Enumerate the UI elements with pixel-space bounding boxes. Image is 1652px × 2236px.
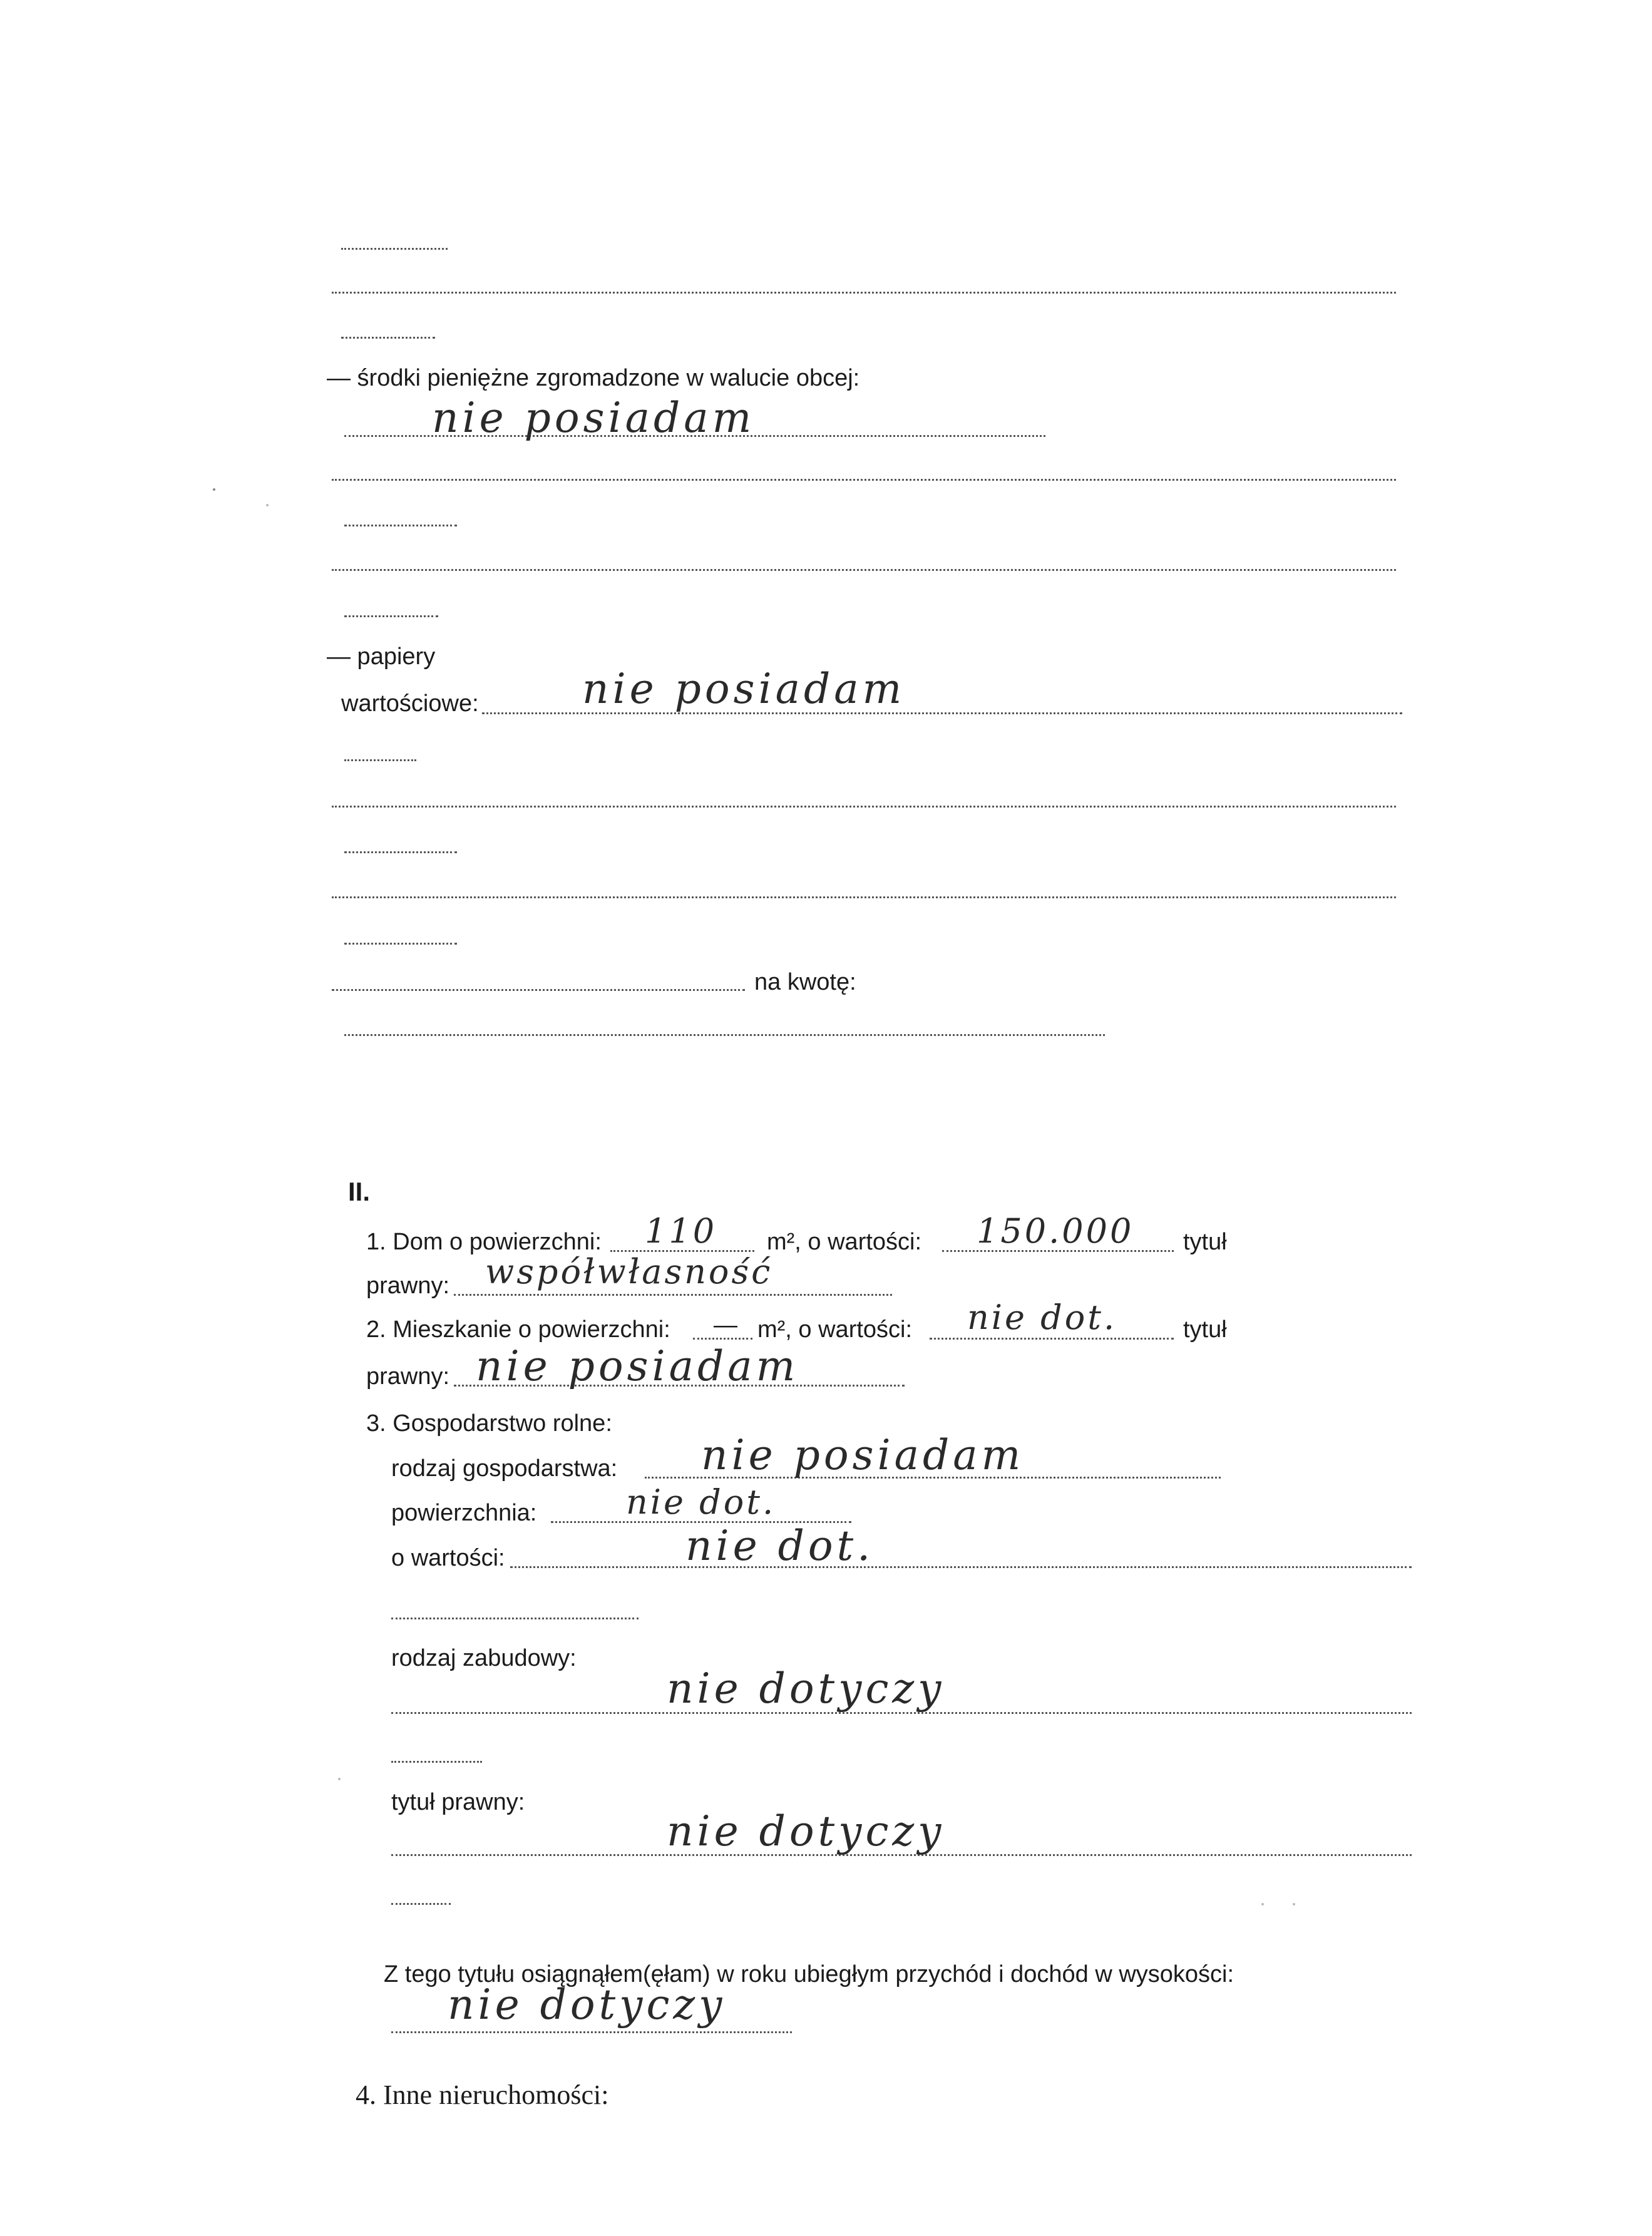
dotted-line xyxy=(344,851,457,853)
farm-type-answer: nie posiadam xyxy=(701,1431,1025,1479)
section-heading: II. xyxy=(348,1177,371,1206)
dotted-line xyxy=(332,806,1396,808)
apartment-value-line xyxy=(930,1338,1174,1340)
house-legal-line xyxy=(454,1294,892,1296)
apartment-label: 2. Mieszkanie o powierzchni: xyxy=(366,1316,670,1343)
scan-speck xyxy=(338,1778,341,1780)
farm-buildings-answer: nie dotyczy xyxy=(667,1664,945,1713)
farm-area-label: powierzchnia: xyxy=(391,1500,537,1526)
dotted-line xyxy=(341,337,435,339)
farm-type-label: rodzaj gospodarstwa: xyxy=(391,1455,618,1482)
apartment-title-word: tytuł xyxy=(1183,1316,1227,1343)
apartment-legal-answer: nie posiadam xyxy=(476,1342,799,1390)
dotted-line xyxy=(344,759,416,761)
dotted-line xyxy=(344,1034,1105,1036)
farm-value-answer: nie dot. xyxy=(685,1522,875,1570)
dotted-line xyxy=(332,479,1396,481)
house-value: 150.000 xyxy=(977,1211,1134,1251)
scan-speck xyxy=(1293,1903,1295,1905)
securities-amount-label: na kwotę: xyxy=(754,969,856,995)
house-area: 110 xyxy=(645,1211,717,1251)
securities-answer: nie posiadam xyxy=(582,665,906,713)
securities-label-1: — papiery xyxy=(327,644,436,670)
house-unit: m², o wartości: xyxy=(767,1229,922,1255)
farm-legal-answer: nie dotyczy xyxy=(667,1807,945,1855)
scan-speck xyxy=(213,488,215,491)
farm-label: 3. Gospodarstwo rolne: xyxy=(366,1410,612,1437)
dotted-line xyxy=(332,896,1396,898)
farm-income-answer: nie dotyczy xyxy=(448,1981,726,2029)
apartment-unit: m², o wartości: xyxy=(757,1316,913,1343)
house-legal-label: prawny: xyxy=(366,1273,450,1299)
house-label: 1. Dom o powierzchni: xyxy=(366,1229,602,1255)
apartment-value: nie dot. xyxy=(967,1298,1117,1337)
dotted-line xyxy=(344,615,438,617)
apartment-legal-label: prawny: xyxy=(366,1363,450,1390)
farm-legal-label: tytuł prawny: xyxy=(391,1789,525,1815)
dotted-line xyxy=(341,248,448,250)
farm-income-line xyxy=(391,2031,792,2033)
cash-foreign-answer: nie posiadam xyxy=(432,394,756,442)
scan-speck xyxy=(1261,1903,1264,1905)
scan-speck xyxy=(266,504,269,506)
securities-label-2: wartościowe: xyxy=(341,690,479,717)
farm-value-label: o wartości: xyxy=(391,1545,505,1571)
dotted-line xyxy=(332,569,1396,571)
farm-buildings-label: rodzaj zabudowy: xyxy=(391,1645,577,1671)
apartment-area: — xyxy=(714,1312,737,1338)
house-title-word: tytuł xyxy=(1183,1229,1227,1255)
dotted-line xyxy=(332,989,745,991)
house-legal-answer: współwłasność xyxy=(485,1252,773,1291)
farm-area-answer: nie dot. xyxy=(626,1482,776,1522)
farm-value-line xyxy=(510,1566,1412,1568)
dotted-line xyxy=(391,1618,639,1619)
dotted-line xyxy=(332,292,1396,294)
dotted-line xyxy=(391,1761,482,1763)
dotted-line xyxy=(344,943,457,945)
farm-income-label: Z tego tytułu osiągnąłem(ęłam) w roku ubiegłym przychód i dochód w wysokości: xyxy=(384,1961,1234,1987)
cash-foreign-label: — środki pieniężne zgromadzone w walucie obcej: xyxy=(327,365,860,391)
other-property-label: 4. Inne nieruchomości: xyxy=(356,2080,609,2110)
dotted-line xyxy=(391,1903,451,1905)
dotted-line xyxy=(344,525,457,526)
